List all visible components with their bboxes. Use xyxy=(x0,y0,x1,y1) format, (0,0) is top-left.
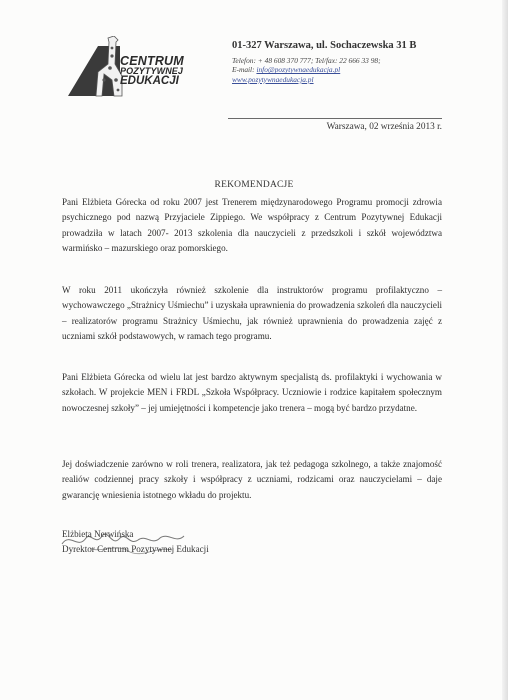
header-address: 01-327 Warszawa, ul. Sochaczewska 31 B xyxy=(232,40,417,51)
paragraph-4: Jej doświadczenie zarówno w roli trenera, realizatora, jak też pedagoga szkolnego, a także znajomość realiów codziennej pracy szkoły i współpracy z uczniami, rodzicami oraz nauczycielami – daje gwarancję wniesienia istotnego wkładu do projektu. xyxy=(62,459,442,500)
header-contact xyxy=(232,56,381,84)
paragraph-2: W roku 2011 ukończyła również szkolenie dla instruktorów programu profilaktyczno – wychowawczego „Strażnicy Uśmiechu” i uzyskała uprawnienia do prowadzenia szkoleń dla nauczycieli – realizatorów programu Strażnicy Uśmiechu, jak również uprawnienia do prowadzenia zajęć z uczniami szkół podstawowych, w ramach tego programu. xyxy=(62,285,442,342)
website-link[interactable]: www.pozytywnaedukacja.pl xyxy=(232,74,314,84)
header-divider xyxy=(228,118,442,119)
logo-line-2: POZYTYWNEJ xyxy=(120,66,184,76)
paragraph-1: Pani Elżbieta Górecka od roku 2007 jest Trenerem międzynarodowego Programu promocji zdrowia psychicznego pod nazwą Przyjaciele Zippiego. We współpracy z Centrum Pozytywnej Edukacji prowadziła w latach 2007- 2013 szkolenia dla nauczycieli z przedszkoli i szkół województwa warmińsko – mazurskiego oraz pomorskiego. xyxy=(62,197,442,254)
signatory-name: Elżbieta Nerwińska xyxy=(62,529,134,539)
letter-title: REKOMENDACJE xyxy=(214,180,294,190)
email-link[interactable]: info@pozytywnaedukacja.pl xyxy=(256,65,341,75)
header-email-line xyxy=(232,65,381,74)
logo-line-3: EDUKACJI xyxy=(120,75,179,87)
paragraph-3: Pani Elżbieta Górecka od wielu lat jest bardzo aktywnym specjalistą ds. profilaktyki i wychowania w szkołach. W projekcie MEN i FRDL „Szkoła Współpracy. Uczniowie i rodzice kapitałem społecznym nowoczesnej szkoły” – jej umiejętności i kompetencje jako trenera – mogą być bardzo przydatne. xyxy=(62,372,442,413)
letter-date: Warszawa, 02 września 2013 r. xyxy=(326,122,442,132)
organization-logo xyxy=(68,36,192,98)
logo-wordmark xyxy=(120,56,184,86)
page-edge-shadow xyxy=(502,0,508,700)
signatory-role: Dyrektor Centrum Pozytywnej Edukacji xyxy=(62,544,209,554)
header-phone: Telefon: + 48 608 370 777; Tel/fax: 22 666 33 98; xyxy=(232,56,381,65)
email-label: E-mail: xyxy=(232,65,255,75)
logo-line-1: CENTRUM xyxy=(120,54,184,68)
